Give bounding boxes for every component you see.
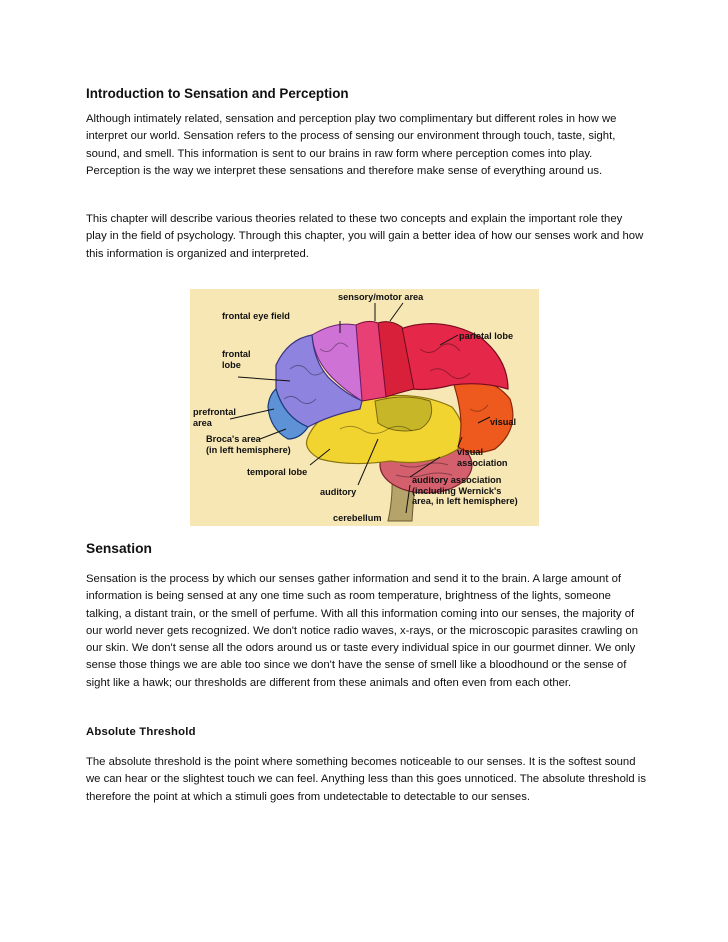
section-heading-absolute-threshold: Absolute Threshold: [86, 726, 196, 738]
absolute-threshold-paragraph: The absolute threshold is the point where something becomes noticeable to our senses. It is the softest sound we can hear or the slightest touch we can feel. Anything less than this goes unnoticed. The absolute threshold is therefore the point at which a stimuli goes from undetectable to detectable to our senses.: [86, 756, 646, 803]
sensation-paragraph: Sensation is the process by which our senses gather information and send it to the brain. A large amount of information is being sensed at any one time such as room temperature, brightness of the lights, someone talking, a distant train, or the smell of perfume. With all this information coming into our senses, the majority of our world never gets recognized. We don't notice radio waves, x-rays, or the microscopic parasites crawling on our skin. We don't sense all the odors around us or taste every individual spice in our gourmet dinner. We only sense those things we are able too since we don't have the sense of smell like a bloodhound or the sense of sight like a hawk; our thresholds are different from these animals and often even from each other.: [86, 573, 638, 689]
section-heading-sensation: Sensation: [86, 541, 152, 556]
label-sensory-motor-area: sensory/motor area: [338, 292, 424, 302]
label-frontal-eye-field: frontal eye field: [222, 311, 290, 321]
brain-diagram-figure: [190, 289, 539, 526]
label-brocas-area: Broca's area (in left hemisphere): [206, 434, 291, 455]
intro-paragraph-1: Although intimately related, sensation and perception play two complimentary but different roles in how we interpret our world. Sensation refers to the process of sensing our environment through touch, taste, sight, sound, and smell. This information is sent to our brains in raw form where perception comes into play. Perception is the way we interpret these sensations and therefore make sense of everything around us.: [86, 113, 617, 177]
page-title: Introduction to Sensation and Perception: [86, 86, 349, 101]
label-visual: visual: [490, 417, 517, 427]
label-visual-association: visual association: [457, 447, 508, 468]
label-prefrontal-area: prefrontal area: [193, 407, 236, 428]
label-auditory-association: auditory association (including Wernick's area, in left hemisphere): [412, 475, 518, 506]
label-frontal-lobe: frontal lobe: [222, 349, 251, 370]
visual-region: [452, 378, 513, 452]
label-parietal-lobe: parietal lobe: [459, 331, 514, 341]
label-cerebellum: cerebellum: [333, 513, 382, 523]
auditory-region: [375, 397, 432, 431]
label-temporal-lobe: temporal lobe: [247, 467, 308, 477]
intro-paragraph-2: This chapter will describe various theories related to these two concepts and explain the important role they play in the field of psychology. Through this chapter, you will gain a better idea of how our senses work and how this information is organized and interpreted.: [86, 213, 644, 260]
label-auditory: auditory: [320, 487, 357, 497]
